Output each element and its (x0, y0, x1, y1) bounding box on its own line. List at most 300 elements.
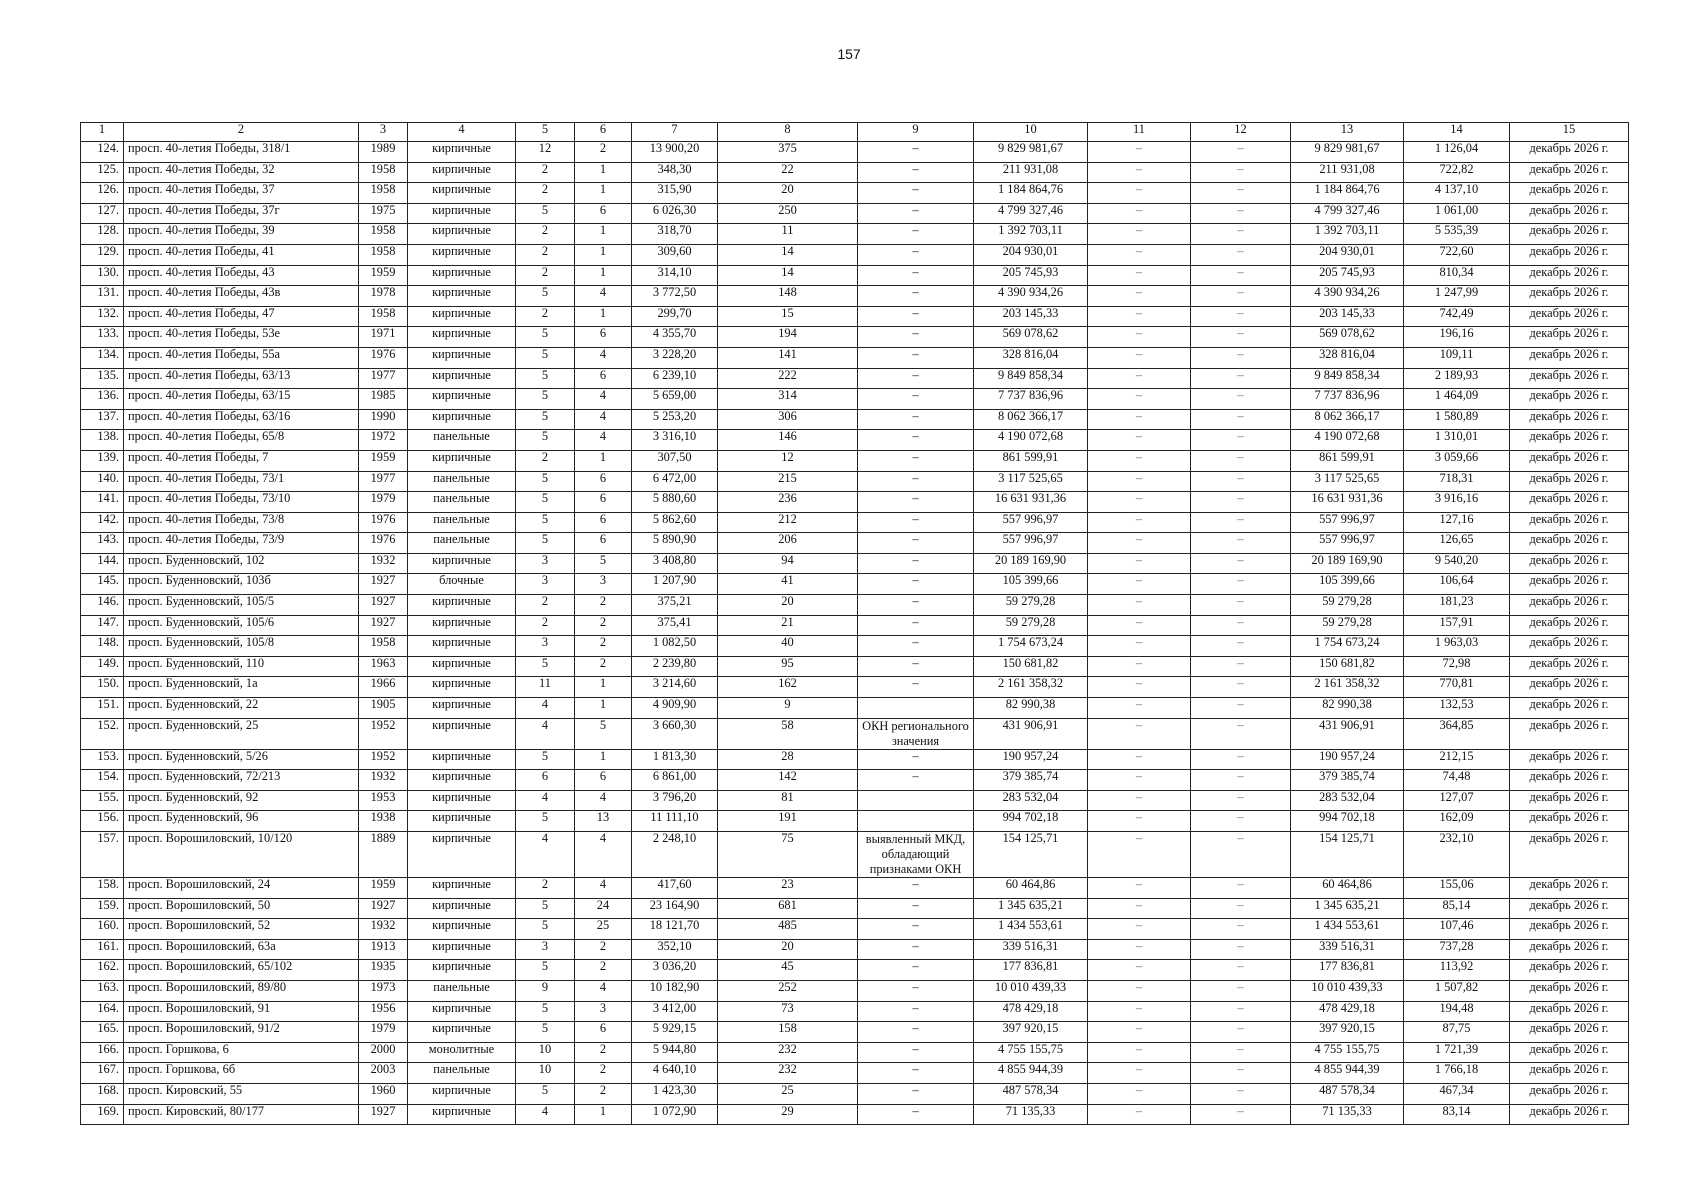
cell-cost-col-11: – (1088, 811, 1191, 832)
cell-total-area: 5 944,80 (632, 1042, 718, 1063)
cell-row-number: 126. (81, 183, 124, 204)
cell-cost-per-sqm: 232,10 (1404, 832, 1510, 878)
cell-total-area: 417,60 (632, 878, 718, 899)
cell-deadline: декабрь 2026 г. (1510, 347, 1629, 368)
cell-entrances: 4 (575, 980, 632, 1001)
cell-cost-col-11: – (1088, 1104, 1191, 1125)
cell-entrances: 5 (575, 718, 632, 749)
cell-cost-per-sqm: 3 916,16 (1404, 492, 1510, 513)
cell-heritage-status: – (858, 244, 974, 265)
cell-wall-material: кирпичные (408, 939, 516, 960)
cell-residents: 12 (718, 450, 858, 471)
table-row (81, 306, 1629, 327)
cell-row-number: 156. (81, 811, 124, 832)
cell-address: просп. 40-летия Победы, 73/1 (124, 471, 359, 492)
cell-heritage-status: – (858, 471, 974, 492)
cell-entrances: 2 (575, 615, 632, 636)
cell-residents: 14 (718, 265, 858, 286)
cell-cost-per-sqm: 194,48 (1404, 1001, 1510, 1022)
cell-residents: 95 (718, 656, 858, 677)
cell-total-cost: 487 578,34 (974, 1083, 1088, 1104)
table-row (81, 790, 1629, 811)
cell-cost-col-12: – (1191, 553, 1291, 574)
cell-cost-col-13: 59 279,28 (1291, 615, 1404, 636)
table-row (81, 677, 1629, 698)
cell-address: просп. Буденновский, 105/5 (124, 595, 359, 616)
cell-cost-col-11: – (1088, 533, 1191, 554)
cell-entrances: 2 (575, 636, 632, 657)
cell-address: просп. Буденновский, 96 (124, 811, 359, 832)
cell-cost-per-sqm: 132,53 (1404, 698, 1510, 719)
cell-total-area: 314,10 (632, 265, 718, 286)
cell-cost-col-13: 190 957,24 (1291, 749, 1404, 770)
cell-deadline: декабрь 2026 г. (1510, 389, 1629, 410)
cell-cost-per-sqm: 155,06 (1404, 878, 1510, 899)
cell-entrances: 2 (575, 142, 632, 163)
cell-year-built: 1990 (359, 409, 408, 430)
cell-cost-col-11: – (1088, 430, 1191, 451)
cell-year-built: 1973 (359, 980, 408, 1001)
cell-total-cost: 4 799 327,46 (974, 203, 1088, 224)
cell-entrances: 1 (575, 698, 632, 719)
cell-cost-col-11: – (1088, 306, 1191, 327)
table-row (81, 327, 1629, 348)
cell-deadline: декабрь 2026 г. (1510, 1001, 1629, 1022)
cell-residents: 45 (718, 960, 858, 981)
cell-entrances: 2 (575, 656, 632, 677)
cell-total-cost: 10 010 439,33 (974, 980, 1088, 1001)
cell-total-cost: 431 906,91 (974, 718, 1088, 749)
cell-floors: 2 (516, 450, 575, 471)
cell-cost-col-12: – (1191, 1104, 1291, 1125)
cell-residents: 236 (718, 492, 858, 513)
table-row (81, 265, 1629, 286)
column-header: 1 (81, 123, 124, 142)
cell-row-number: 167. (81, 1063, 124, 1084)
cell-cost-col-13: 557 996,97 (1291, 533, 1404, 554)
cell-cost-col-12: – (1191, 574, 1291, 595)
cell-row-number: 136. (81, 389, 124, 410)
cell-heritage-status: – (858, 553, 974, 574)
cell-cost-per-sqm: 83,14 (1404, 1104, 1510, 1125)
cell-wall-material: кирпичные (408, 203, 516, 224)
cell-entrances: 4 (575, 286, 632, 307)
cell-floors: 5 (516, 749, 575, 770)
cell-deadline: декабрь 2026 г. (1510, 553, 1629, 574)
cell-cost-col-12: – (1191, 749, 1291, 770)
cell-row-number: 127. (81, 203, 124, 224)
cell-cost-per-sqm: 157,91 (1404, 615, 1510, 636)
cell-entrances: 2 (575, 960, 632, 981)
table-row (81, 492, 1629, 513)
cell-floors: 5 (516, 409, 575, 430)
table-row (81, 1022, 1629, 1043)
cell-cost-col-11: – (1088, 698, 1191, 719)
cell-wall-material: панельные (408, 980, 516, 1001)
table-row (81, 832, 1629, 878)
cell-heritage-status: – (858, 1063, 974, 1084)
cell-row-number: 168. (81, 1083, 124, 1104)
cell-wall-material: кирпичные (408, 450, 516, 471)
cell-cost-col-13: 16 631 931,36 (1291, 492, 1404, 513)
cell-deadline: декабрь 2026 г. (1510, 430, 1629, 451)
table-row (81, 368, 1629, 389)
cell-wall-material: кирпичные (408, 595, 516, 616)
cell-wall-material: панельные (408, 492, 516, 513)
cell-cost-col-13: 861 599,91 (1291, 450, 1404, 471)
cell-row-number: 164. (81, 1001, 124, 1022)
cell-cost-col-11: – (1088, 677, 1191, 698)
cell-wall-material: кирпичные (408, 919, 516, 940)
cell-cost-col-11: – (1088, 832, 1191, 878)
cell-floors: 5 (516, 811, 575, 832)
cell-year-built: 2003 (359, 1063, 408, 1084)
cell-wall-material: кирпичные (408, 698, 516, 719)
cell-deadline: декабрь 2026 г. (1510, 595, 1629, 616)
cell-heritage-status: – (858, 1104, 974, 1125)
cell-cost-per-sqm: 722,82 (1404, 162, 1510, 183)
cell-row-number: 133. (81, 327, 124, 348)
cell-heritage-status: – (858, 512, 974, 533)
cell-heritage-status: – (858, 533, 974, 554)
cell-cost-col-13: 4 755 155,75 (1291, 1042, 1404, 1063)
cell-floors: 5 (516, 368, 575, 389)
cell-heritage-status: – (858, 409, 974, 430)
cell-total-area: 10 182,90 (632, 980, 718, 1001)
cell-cost-col-13: 1 392 703,11 (1291, 224, 1404, 245)
cell-cost-col-12: – (1191, 492, 1291, 513)
cell-total-area: 2 248,10 (632, 832, 718, 878)
cell-heritage-status: – (858, 286, 974, 307)
cell-address: просп. Ворошиловский, 91 (124, 1001, 359, 1022)
cell-entrances: 5 (575, 553, 632, 574)
cell-row-number: 124. (81, 142, 124, 163)
cell-row-number: 125. (81, 162, 124, 183)
cell-wall-material: кирпичные (408, 265, 516, 286)
cell-heritage-status: – (858, 749, 974, 770)
cell-deadline: декабрь 2026 г. (1510, 878, 1629, 899)
cell-floors: 2 (516, 878, 575, 899)
cell-year-built: 1953 (359, 790, 408, 811)
cell-entrances: 1 (575, 224, 632, 245)
cell-cost-col-12: – (1191, 770, 1291, 791)
cell-year-built: 1977 (359, 471, 408, 492)
cell-total-cost: 60 464,86 (974, 878, 1088, 899)
cell-heritage-status: – (858, 1022, 974, 1043)
cell-row-number: 134. (81, 347, 124, 368)
cell-address: просп. 40-летия Победы, 63/13 (124, 368, 359, 389)
cell-row-number: 158. (81, 878, 124, 899)
cell-residents: 232 (718, 1063, 858, 1084)
cell-row-number: 128. (81, 224, 124, 245)
cell-residents: 158 (718, 1022, 858, 1043)
table-row (81, 770, 1629, 791)
cell-entrances: 4 (575, 430, 632, 451)
cell-wall-material: кирпичные (408, 718, 516, 749)
cell-year-built: 1927 (359, 574, 408, 595)
table-row (81, 183, 1629, 204)
cell-cost-col-13: 8 062 366,17 (1291, 409, 1404, 430)
cell-entrances: 2 (575, 595, 632, 616)
cell-cost-col-12: – (1191, 677, 1291, 698)
cell-cost-col-13: 71 135,33 (1291, 1104, 1404, 1125)
cell-cost-col-13: 4 855 944,39 (1291, 1063, 1404, 1084)
column-header: 9 (858, 123, 974, 142)
cell-year-built: 1927 (359, 595, 408, 616)
cell-cost-col-13: 59 279,28 (1291, 595, 1404, 616)
cell-total-area: 375,41 (632, 615, 718, 636)
cell-cost-col-13: 283 532,04 (1291, 790, 1404, 811)
cell-wall-material: кирпичные (408, 347, 516, 368)
cell-total-area: 3 772,50 (632, 286, 718, 307)
cell-heritage-status: – (858, 450, 974, 471)
cell-cost-col-13: 397 920,15 (1291, 1022, 1404, 1043)
cell-row-number: 145. (81, 574, 124, 595)
cell-address: просп. Кировский, 80/177 (124, 1104, 359, 1125)
cell-cost-col-12: – (1191, 142, 1291, 163)
cell-entrances: 3 (575, 574, 632, 595)
cell-year-built: 1958 (359, 162, 408, 183)
cell-heritage-status: выявленный МКД, обладающий признаками ОКН (858, 832, 974, 878)
cell-cost-per-sqm: 196,16 (1404, 327, 1510, 348)
cell-row-number: 138. (81, 430, 124, 451)
cell-heritage-status: – (858, 389, 974, 410)
cell-cost-col-12: – (1191, 698, 1291, 719)
cell-heritage-status: – (858, 595, 974, 616)
cell-total-area: 6 861,00 (632, 770, 718, 791)
cell-wall-material: кирпичные (408, 770, 516, 791)
cell-total-area: 307,50 (632, 450, 718, 471)
cell-address: просп. 40-летия Победы, 41 (124, 244, 359, 265)
cell-floors: 2 (516, 183, 575, 204)
cell-wall-material: кирпичные (408, 1104, 516, 1125)
cell-entrances: 2 (575, 1063, 632, 1084)
cell-residents: 9 (718, 698, 858, 719)
cell-total-area: 375,21 (632, 595, 718, 616)
cell-cost-col-11: – (1088, 347, 1191, 368)
cell-year-built: 1976 (359, 347, 408, 368)
table-row (81, 512, 1629, 533)
cell-total-cost: 177 836,81 (974, 960, 1088, 981)
cell-heritage-status: – (858, 368, 974, 389)
cell-cost-col-12: – (1191, 409, 1291, 430)
cell-total-cost: 59 279,28 (974, 595, 1088, 616)
cell-floors: 5 (516, 898, 575, 919)
table-row (81, 656, 1629, 677)
cell-total-cost: 1 345 635,21 (974, 898, 1088, 919)
cell-total-cost: 9 829 981,67 (974, 142, 1088, 163)
cell-heritage-status: – (858, 878, 974, 899)
cell-floors: 10 (516, 1063, 575, 1084)
cell-cost-col-12: – (1191, 265, 1291, 286)
cell-heritage-status: – (858, 203, 974, 224)
cell-cost-col-12: – (1191, 389, 1291, 410)
cell-total-cost: 283 532,04 (974, 790, 1088, 811)
cell-cost-per-sqm: 722,60 (1404, 244, 1510, 265)
cell-address: просп. Буденновский, 5/26 (124, 749, 359, 770)
cell-floors: 5 (516, 960, 575, 981)
cell-entrances: 24 (575, 898, 632, 919)
table-row (81, 615, 1629, 636)
cell-heritage-status: – (858, 162, 974, 183)
cell-cost-col-12: – (1191, 939, 1291, 960)
cell-cost-col-12: – (1191, 919, 1291, 940)
table-row (81, 430, 1629, 451)
cell-floors: 2 (516, 162, 575, 183)
cell-floors: 4 (516, 1104, 575, 1125)
cell-residents: 206 (718, 533, 858, 554)
cell-total-area: 309,60 (632, 244, 718, 265)
cell-total-cost: 4 755 155,75 (974, 1042, 1088, 1063)
cell-wall-material: кирпичные (408, 389, 516, 410)
cell-row-number: 162. (81, 960, 124, 981)
table-row (81, 450, 1629, 471)
cell-wall-material: кирпичные (408, 183, 516, 204)
cell-entrances: 1 (575, 183, 632, 204)
cell-wall-material: кирпичные (408, 960, 516, 981)
cell-entrances: 6 (575, 327, 632, 348)
cell-cost-per-sqm: 1 310,01 (1404, 430, 1510, 451)
table-row (81, 224, 1629, 245)
cell-total-area: 11 111,10 (632, 811, 718, 832)
cell-wall-material: кирпичные (408, 244, 516, 265)
cell-total-area: 18 121,70 (632, 919, 718, 940)
cell-residents: 146 (718, 430, 858, 451)
cell-heritage-status: – (858, 224, 974, 245)
cell-total-cost: 20 189 169,90 (974, 553, 1088, 574)
cell-cost-per-sqm: 1 721,39 (1404, 1042, 1510, 1063)
cell-wall-material: кирпичные (408, 749, 516, 770)
cell-deadline: декабрь 2026 г. (1510, 656, 1629, 677)
cell-residents: 22 (718, 162, 858, 183)
cell-heritage-status: – (858, 142, 974, 163)
cell-floors: 2 (516, 244, 575, 265)
table-row (81, 811, 1629, 832)
cell-floors: 5 (516, 389, 575, 410)
cell-total-cost: 150 681,82 (974, 656, 1088, 677)
cell-floors: 3 (516, 636, 575, 657)
cell-total-cost: 1 754 673,24 (974, 636, 1088, 657)
cell-address: просп. Буденновский, 105/6 (124, 615, 359, 636)
column-header: 11 (1088, 123, 1191, 142)
cell-floors: 2 (516, 615, 575, 636)
table-row (81, 203, 1629, 224)
cell-total-area: 23 164,90 (632, 898, 718, 919)
cell-cost-col-13: 1 434 553,61 (1291, 919, 1404, 940)
cell-cost-col-13: 431 906,91 (1291, 718, 1404, 749)
cell-cost-col-12: – (1191, 368, 1291, 389)
table-row (81, 1042, 1629, 1063)
cell-cost-per-sqm: 1 963,03 (1404, 636, 1510, 657)
cell-cost-col-13: 7 737 836,96 (1291, 389, 1404, 410)
cell-cost-col-11: – (1088, 265, 1191, 286)
cell-cost-per-sqm: 4 137,10 (1404, 183, 1510, 204)
cell-floors: 5 (516, 1001, 575, 1022)
cell-cost-per-sqm: 810,34 (1404, 265, 1510, 286)
cell-total-cost: 4 390 934,26 (974, 286, 1088, 307)
cell-cost-col-11: – (1088, 615, 1191, 636)
cell-cost-col-11: – (1088, 553, 1191, 574)
column-header: 4 (408, 123, 516, 142)
cell-residents: 485 (718, 919, 858, 940)
cell-deadline: декабрь 2026 г. (1510, 1022, 1629, 1043)
cell-address: просп. 40-летия Победы, 55а (124, 347, 359, 368)
cell-cost-per-sqm: 737,28 (1404, 939, 1510, 960)
cell-total-cost: 190 957,24 (974, 749, 1088, 770)
cell-entrances: 1 (575, 265, 632, 286)
cell-wall-material: кирпичные (408, 811, 516, 832)
cell-row-number: 132. (81, 306, 124, 327)
cell-floors: 5 (516, 286, 575, 307)
cell-total-cost: 105 399,66 (974, 574, 1088, 595)
cell-cost-col-11: – (1088, 1001, 1191, 1022)
cell-deadline: декабрь 2026 г. (1510, 203, 1629, 224)
table-row (81, 286, 1629, 307)
cell-total-area: 3 412,00 (632, 1001, 718, 1022)
cell-total-area: 3 036,20 (632, 960, 718, 981)
cell-deadline: декабрь 2026 г. (1510, 898, 1629, 919)
cell-total-cost: 397 920,15 (974, 1022, 1088, 1043)
cell-cost-col-13: 105 399,66 (1291, 574, 1404, 595)
cell-heritage-status: – (858, 265, 974, 286)
cell-floors: 11 (516, 677, 575, 698)
cell-wall-material: кирпичные (408, 306, 516, 327)
cell-cost-col-12: – (1191, 533, 1291, 554)
cell-wall-material: кирпичные (408, 409, 516, 430)
cell-year-built: 1958 (359, 183, 408, 204)
cell-wall-material: кирпичные (408, 790, 516, 811)
cell-deadline: декабрь 2026 г. (1510, 450, 1629, 471)
cell-total-cost: 861 599,91 (974, 450, 1088, 471)
cell-address: просп. 40-летия Победы, 43в (124, 286, 359, 307)
cell-heritage-status: – (858, 327, 974, 348)
cell-deadline: декабрь 2026 г. (1510, 939, 1629, 960)
cell-cost-col-13: 3 117 525,65 (1291, 471, 1404, 492)
cell-cost-per-sqm: 1 507,82 (1404, 980, 1510, 1001)
cell-year-built: 1966 (359, 677, 408, 698)
cell-cost-per-sqm: 1 580,89 (1404, 409, 1510, 430)
cell-cost-col-11: – (1088, 636, 1191, 657)
cell-cost-per-sqm: 742,49 (1404, 306, 1510, 327)
cell-heritage-status: – (858, 492, 974, 513)
cell-total-area: 1 082,50 (632, 636, 718, 657)
cell-wall-material: кирпичные (408, 878, 516, 899)
cell-address: просп. Горшкова, 6б (124, 1063, 359, 1084)
cell-cost-col-12: – (1191, 811, 1291, 832)
cell-year-built: 1927 (359, 615, 408, 636)
cell-cost-col-13: 82 990,38 (1291, 698, 1404, 719)
cell-cost-per-sqm: 106,64 (1404, 574, 1510, 595)
cell-entrances: 6 (575, 471, 632, 492)
cell-floors: 4 (516, 832, 575, 878)
table-row (81, 1083, 1629, 1104)
cell-row-number: 159. (81, 898, 124, 919)
cell-wall-material: кирпичные (408, 327, 516, 348)
cell-wall-material: кирпичные (408, 898, 516, 919)
cell-residents: 20 (718, 939, 858, 960)
cell-floors: 10 (516, 1042, 575, 1063)
cell-wall-material: кирпичные (408, 615, 516, 636)
cell-entrances: 1 (575, 677, 632, 698)
cell-entrances: 6 (575, 533, 632, 554)
cell-cost-col-12: – (1191, 1022, 1291, 1043)
cell-cost-col-12: – (1191, 1083, 1291, 1104)
cell-entrances: 25 (575, 919, 632, 940)
cell-floors: 5 (516, 1022, 575, 1043)
cell-cost-col-13: 205 745,93 (1291, 265, 1404, 286)
cell-cost-col-13: 4 390 934,26 (1291, 286, 1404, 307)
cell-total-area: 352,10 (632, 939, 718, 960)
